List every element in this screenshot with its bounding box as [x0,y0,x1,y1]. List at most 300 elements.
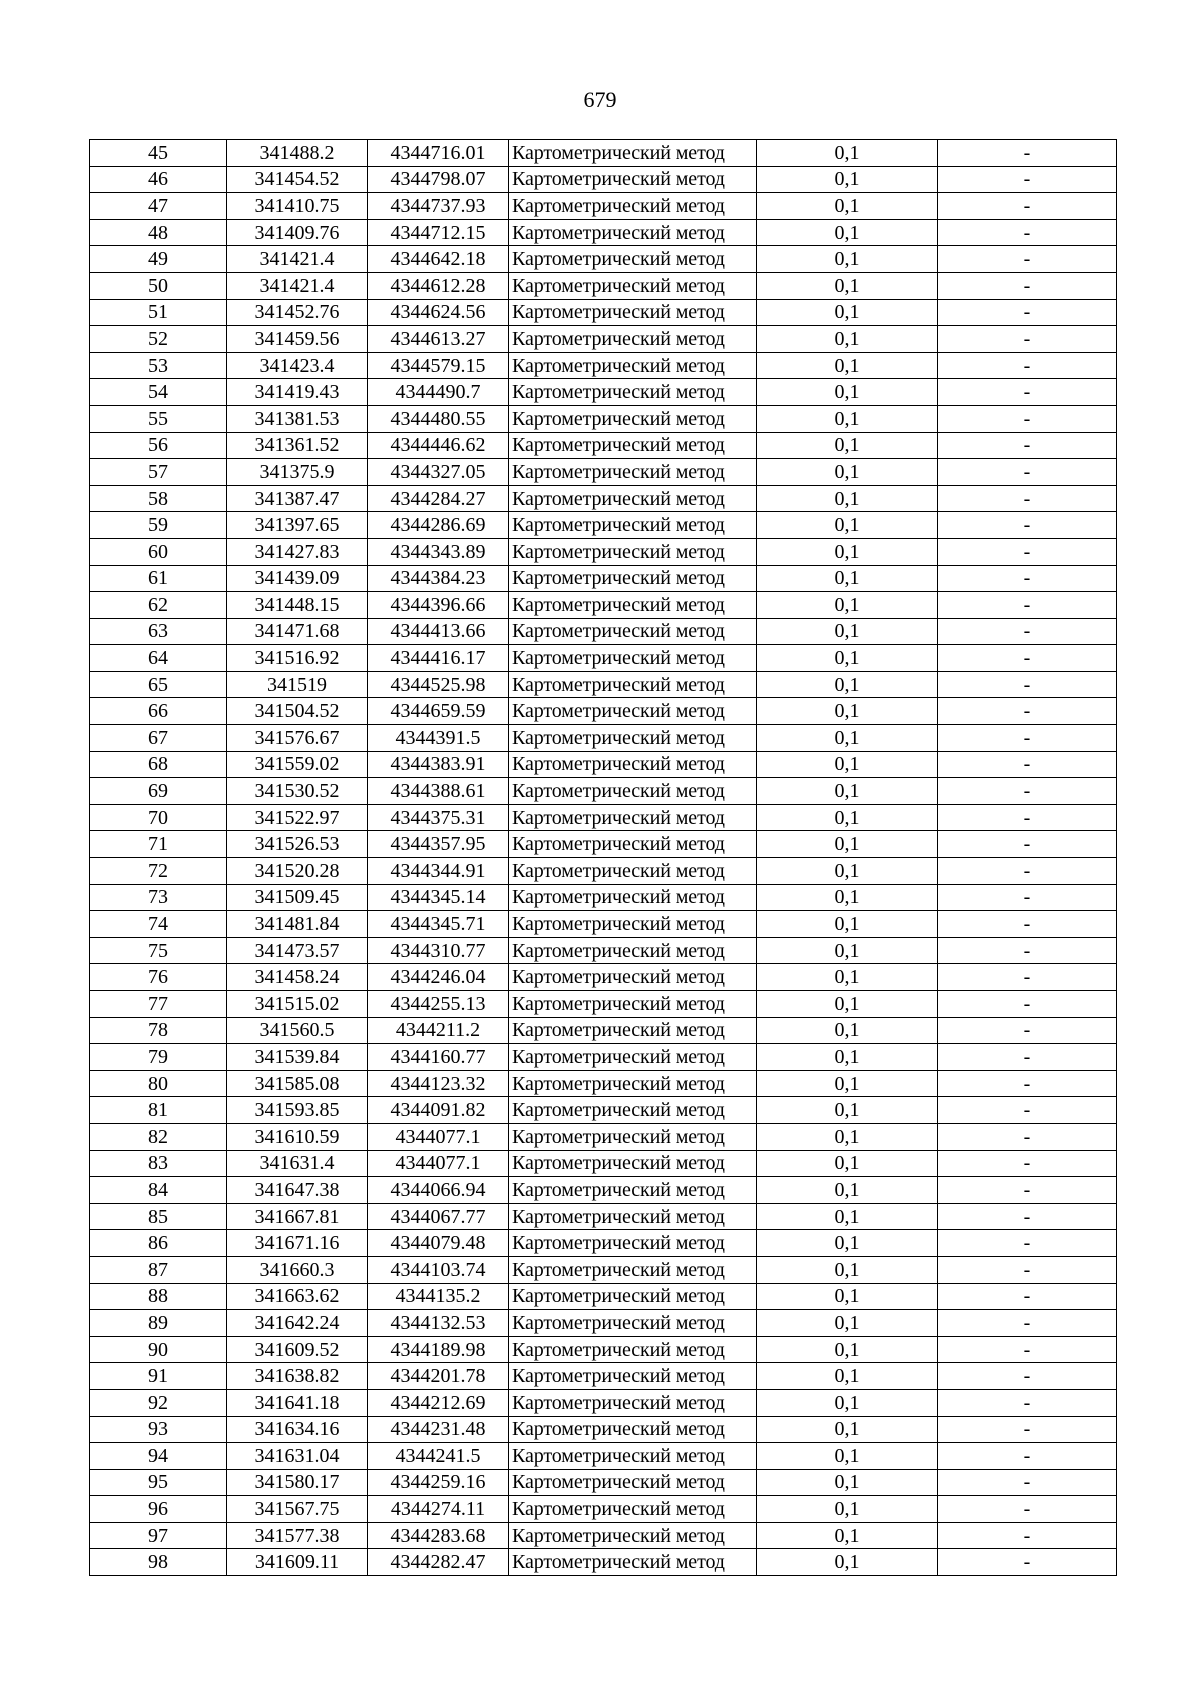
x-coordinate-cell: 341663.62 [227,1283,368,1310]
accuracy-cell: 0,1 [757,1097,938,1124]
x-coordinate-cell: 341439.09 [227,565,368,592]
method-cell: Картометрический метод [509,991,757,1018]
point-number-cell: 91 [90,1363,227,1390]
accuracy-cell: 0,1 [757,751,938,778]
point-number-cell: 89 [90,1310,227,1337]
method-cell: Картометрический метод [509,485,757,512]
point-number-cell: 66 [90,698,227,725]
x-coordinate-cell: 341641.18 [227,1389,368,1416]
description-cell: - [938,1389,1117,1416]
description-cell: - [938,1123,1117,1150]
accuracy-cell: 0,1 [757,485,938,512]
description-cell: - [938,1097,1117,1124]
y-coordinate-cell: 4344327.05 [368,459,509,486]
accuracy-cell: 0,1 [757,246,938,273]
table-row [90,804,1117,831]
point-number-cell: 90 [90,1336,227,1363]
point-number-cell: 79 [90,1044,227,1071]
x-coordinate-cell: 341667.81 [227,1203,368,1230]
accuracy-cell: 0,1 [757,326,938,353]
method-cell: Картометрический метод [509,405,757,432]
y-coordinate-cell: 4344357.95 [368,831,509,858]
point-number-cell: 75 [90,937,227,964]
y-coordinate-cell: 4344103.74 [368,1256,509,1283]
accuracy-cell: 0,1 [757,1416,938,1443]
method-cell: Картометрический метод [509,1496,757,1523]
method-cell: Картометрический метод [509,1177,757,1204]
accuracy-cell: 0,1 [757,804,938,831]
y-coordinate-cell: 4344413.66 [368,618,509,645]
accuracy-cell: 0,1 [757,1123,938,1150]
point-number-cell: 78 [90,1017,227,1044]
y-coordinate-cell: 4344212.69 [368,1389,509,1416]
y-coordinate-cell: 4344345.14 [368,884,509,911]
x-coordinate-cell: 341580.17 [227,1469,368,1496]
table-row [90,991,1117,1018]
y-coordinate-cell: 4344201.78 [368,1363,509,1390]
y-coordinate-cell: 4344344.91 [368,858,509,885]
point-number-cell: 68 [90,751,227,778]
point-number-cell: 93 [90,1416,227,1443]
y-coordinate-cell: 4344286.69 [368,512,509,539]
x-coordinate-cell: 341567.75 [227,1496,368,1523]
accuracy-cell: 0,1 [757,937,938,964]
accuracy-cell: 0,1 [757,831,938,858]
method-cell: Картометрический метод [509,512,757,539]
method-cell: Картометрический метод [509,592,757,619]
y-coordinate-cell: 4344343.89 [368,538,509,565]
table-row [90,1389,1117,1416]
description-cell: - [938,1496,1117,1523]
accuracy-cell: 0,1 [757,645,938,672]
table-row [90,565,1117,592]
x-coordinate-cell: 341631.04 [227,1443,368,1470]
point-number-cell: 65 [90,671,227,698]
point-number-cell: 86 [90,1230,227,1257]
method-cell: Картометрический метод [509,671,757,698]
table-row [90,751,1117,778]
method-cell: Картометрический метод [509,1443,757,1470]
y-coordinate-cell: 4344189.98 [368,1336,509,1363]
point-number-cell: 70 [90,804,227,831]
x-coordinate-cell: 341459.56 [227,326,368,353]
point-number-cell: 58 [90,485,227,512]
accuracy-cell: 0,1 [757,1443,938,1470]
x-coordinate-cell: 341516.92 [227,645,368,672]
table-row [90,299,1117,326]
y-coordinate-cell: 4344066.94 [368,1177,509,1204]
accuracy-cell: 0,1 [757,1256,938,1283]
description-cell: - [938,405,1117,432]
table-row [90,725,1117,752]
point-number-cell: 96 [90,1496,227,1523]
y-coordinate-cell: 4344246.04 [368,964,509,991]
accuracy-cell: 0,1 [757,671,938,698]
method-cell: Картометрический метод [509,1017,757,1044]
table-row [90,193,1117,220]
accuracy-cell: 0,1 [757,592,938,619]
accuracy-cell: 0,1 [757,432,938,459]
method-cell: Картометрический метод [509,645,757,672]
y-coordinate-cell: 4344383.91 [368,751,509,778]
method-cell: Картометрический метод [509,166,757,193]
point-number-cell: 57 [90,459,227,486]
description-cell: - [938,166,1117,193]
y-coordinate-cell: 4344259.16 [368,1469,509,1496]
page-number: 679 [583,87,617,112]
method-cell: Картометрический метод [509,193,757,220]
x-coordinate-cell: 341421.4 [227,272,368,299]
x-coordinate-cell: 341471.68 [227,618,368,645]
accuracy-cell: 0,1 [757,166,938,193]
description-cell: - [938,326,1117,353]
table-row [90,246,1117,273]
accuracy-cell: 0,1 [757,1044,938,1071]
y-coordinate-cell: 4344375.31 [368,804,509,831]
table-row [90,671,1117,698]
description-cell: - [938,1230,1117,1257]
description-cell: - [938,1203,1117,1230]
accuracy-cell: 0,1 [757,698,938,725]
description-cell: - [938,193,1117,220]
x-coordinate-cell: 341526.53 [227,831,368,858]
method-cell: Картометрический метод [509,565,757,592]
x-coordinate-cell: 341481.84 [227,911,368,938]
description-cell: - [938,538,1117,565]
table-row [90,1416,1117,1443]
accuracy-cell: 0,1 [757,1469,938,1496]
x-coordinate-cell: 341458.24 [227,964,368,991]
accuracy-cell: 0,1 [757,778,938,805]
accuracy-cell: 0,1 [757,512,938,539]
point-number-cell: 67 [90,725,227,752]
y-coordinate-cell: 4344391.5 [368,725,509,752]
x-coordinate-cell: 341671.16 [227,1230,368,1257]
x-coordinate-cell: 341520.28 [227,858,368,885]
y-coordinate-cell: 4344345.71 [368,911,509,938]
accuracy-cell: 0,1 [757,1070,938,1097]
method-cell: Картометрический метод [509,352,757,379]
description-cell: - [938,246,1117,273]
y-coordinate-cell: 4344067.77 [368,1203,509,1230]
point-number-cell: 63 [90,618,227,645]
y-coordinate-cell: 4344284.27 [368,485,509,512]
table-row [90,1150,1117,1177]
y-coordinate-cell: 4344612.28 [368,272,509,299]
y-coordinate-cell: 4344659.59 [368,698,509,725]
table-row [90,618,1117,645]
table-row [90,911,1117,938]
accuracy-cell: 0,1 [757,618,938,645]
method-cell: Картометрический метод [509,911,757,938]
accuracy-cell: 0,1 [757,1549,938,1576]
description-cell: - [938,1283,1117,1310]
point-number-cell: 87 [90,1256,227,1283]
description-cell: - [938,1150,1117,1177]
x-coordinate-cell: 341522.97 [227,804,368,831]
point-number-cell: 73 [90,884,227,911]
accuracy-cell: 0,1 [757,299,938,326]
table-row [90,1363,1117,1390]
table-row [90,937,1117,964]
point-number-cell: 54 [90,379,227,406]
description-cell: - [938,911,1117,938]
table-row [90,352,1117,379]
description-cell: - [938,698,1117,725]
description-cell: - [938,991,1117,1018]
y-coordinate-cell: 4344077.1 [368,1150,509,1177]
x-coordinate-cell: 341530.52 [227,778,368,805]
point-number-cell: 77 [90,991,227,1018]
method-cell: Картометрический метод [509,246,757,273]
y-coordinate-cell: 4344712.15 [368,219,509,246]
y-coordinate-cell: 4344231.48 [368,1416,509,1443]
description-cell: - [938,725,1117,752]
x-coordinate-cell: 341452.76 [227,299,368,326]
table-row [90,326,1117,353]
x-coordinate-cell: 341448.15 [227,592,368,619]
y-coordinate-cell: 4344490.7 [368,379,509,406]
x-coordinate-cell: 341577.38 [227,1522,368,1549]
point-number-cell: 62 [90,592,227,619]
point-number-cell: 46 [90,166,227,193]
method-cell: Картометрический метод [509,831,757,858]
method-cell: Картометрический метод [509,1389,757,1416]
table-row [90,1256,1117,1283]
description-cell: - [938,565,1117,592]
table-row [90,140,1117,167]
accuracy-cell: 0,1 [757,1336,938,1363]
table-row [90,459,1117,486]
method-cell: Картометрический метод [509,1256,757,1283]
accuracy-cell: 0,1 [757,911,938,938]
method-cell: Картометрический метод [509,140,757,167]
point-number-cell: 92 [90,1389,227,1416]
table-row [90,858,1117,885]
y-coordinate-cell: 4344737.93 [368,193,509,220]
method-cell: Картометрический метод [509,725,757,752]
table-row [90,831,1117,858]
table-row [90,432,1117,459]
point-number-cell: 74 [90,911,227,938]
table-row [90,1097,1117,1124]
y-coordinate-cell: 4344310.77 [368,937,509,964]
description-cell: - [938,1443,1117,1470]
description-cell: - [938,592,1117,619]
y-coordinate-cell: 4344077.1 [368,1123,509,1150]
point-number-cell: 61 [90,565,227,592]
x-coordinate-cell: 341410.75 [227,193,368,220]
accuracy-cell: 0,1 [757,1363,938,1390]
y-coordinate-cell: 4344283.68 [368,1522,509,1549]
accuracy-cell: 0,1 [757,1522,938,1549]
table-row [90,1230,1117,1257]
accuracy-cell: 0,1 [757,352,938,379]
method-cell: Картометрический метод [509,326,757,353]
x-coordinate-cell: 341397.65 [227,512,368,539]
description-cell: - [938,1336,1117,1363]
table-row [90,166,1117,193]
accuracy-cell: 0,1 [757,140,938,167]
y-coordinate-cell: 4344416.17 [368,645,509,672]
description-cell: - [938,1070,1117,1097]
method-cell: Картометрический метод [509,432,757,459]
point-number-cell: 50 [90,272,227,299]
point-number-cell: 82 [90,1123,227,1150]
y-coordinate-cell: 4344446.62 [368,432,509,459]
description-cell: - [938,432,1117,459]
description-cell: - [938,219,1117,246]
description-cell: - [938,1363,1117,1390]
accuracy-cell: 0,1 [757,565,938,592]
description-cell: - [938,858,1117,885]
point-number-cell: 51 [90,299,227,326]
table-row [90,405,1117,432]
point-number-cell: 71 [90,831,227,858]
x-coordinate-cell: 341509.45 [227,884,368,911]
table-row [90,1177,1117,1204]
method-cell: Картометрический метод [509,1549,757,1576]
y-coordinate-cell: 4344798.07 [368,166,509,193]
method-cell: Картометрический метод [509,1044,757,1071]
point-number-cell: 55 [90,405,227,432]
table-row [90,1070,1117,1097]
coordinates-table [89,139,1117,1576]
y-coordinate-cell: 4344480.55 [368,405,509,432]
x-coordinate-cell: 341585.08 [227,1070,368,1097]
description-cell: - [938,352,1117,379]
table-row [90,512,1117,539]
description-cell: - [938,485,1117,512]
x-coordinate-cell: 341576.67 [227,725,368,752]
y-coordinate-cell: 4344642.18 [368,246,509,273]
method-cell: Картометрический метод [509,1097,757,1124]
description-cell: - [938,512,1117,539]
y-coordinate-cell: 4344525.98 [368,671,509,698]
point-number-cell: 76 [90,964,227,991]
accuracy-cell: 0,1 [757,272,938,299]
method-cell: Картометрический метод [509,1203,757,1230]
description-cell: - [938,618,1117,645]
table-row [90,1123,1117,1150]
point-number-cell: 84 [90,1177,227,1204]
accuracy-cell: 0,1 [757,1177,938,1204]
x-coordinate-cell: 341609.52 [227,1336,368,1363]
x-coordinate-cell: 341381.53 [227,405,368,432]
x-coordinate-cell: 341488.2 [227,140,368,167]
method-cell: Картометрический метод [509,804,757,831]
description-cell: - [938,1522,1117,1549]
y-coordinate-cell: 4344211.2 [368,1017,509,1044]
accuracy-cell: 0,1 [757,538,938,565]
accuracy-cell: 0,1 [757,1017,938,1044]
table-row [90,1496,1117,1523]
accuracy-cell: 0,1 [757,405,938,432]
x-coordinate-cell: 341647.38 [227,1177,368,1204]
description-cell: - [938,459,1117,486]
x-coordinate-cell: 341631.4 [227,1150,368,1177]
table-row [90,1044,1117,1071]
point-number-cell: 85 [90,1203,227,1230]
accuracy-cell: 0,1 [757,884,938,911]
x-coordinate-cell: 341610.59 [227,1123,368,1150]
x-coordinate-cell: 341361.52 [227,432,368,459]
y-coordinate-cell: 4344613.27 [368,326,509,353]
method-cell: Картометрический метод [509,778,757,805]
y-coordinate-cell: 4344132.53 [368,1310,509,1337]
y-coordinate-cell: 4344135.2 [368,1283,509,1310]
method-cell: Картометрический метод [509,379,757,406]
coordinates-table-body [90,140,1117,1576]
method-cell: Картометрический метод [509,751,757,778]
table-row [90,884,1117,911]
x-coordinate-cell: 341560.5 [227,1017,368,1044]
accuracy-cell: 0,1 [757,991,938,1018]
table-row [90,645,1117,672]
point-number-cell: 53 [90,352,227,379]
table-row [90,1203,1117,1230]
table-row [90,1549,1117,1576]
description-cell: - [938,1416,1117,1443]
description-cell: - [938,1310,1117,1337]
x-coordinate-cell: 341660.3 [227,1256,368,1283]
description-cell: - [938,778,1117,805]
point-number-cell: 56 [90,432,227,459]
method-cell: Картометрический метод [509,1230,757,1257]
description-cell: - [938,299,1117,326]
accuracy-cell: 0,1 [757,1230,938,1257]
method-cell: Картометрический метод [509,1363,757,1390]
accuracy-cell: 0,1 [757,1310,938,1337]
x-coordinate-cell: 341638.82 [227,1363,368,1390]
method-cell: Картометрический метод [509,1283,757,1310]
method-cell: Картометрический метод [509,1310,757,1337]
y-coordinate-cell: 4344716.01 [368,140,509,167]
method-cell: Картометрический метод [509,1123,757,1150]
point-number-cell: 60 [90,538,227,565]
description-cell: - [938,1177,1117,1204]
accuracy-cell: 0,1 [757,219,938,246]
point-number-cell: 97 [90,1522,227,1549]
description-cell: - [938,140,1117,167]
accuracy-cell: 0,1 [757,1203,938,1230]
description-cell: - [938,1044,1117,1071]
table-row [90,964,1117,991]
point-number-cell: 72 [90,858,227,885]
table-row [90,698,1117,725]
x-coordinate-cell: 341642.24 [227,1310,368,1337]
y-coordinate-cell: 4344384.23 [368,565,509,592]
table-row [90,778,1117,805]
table-row [90,1310,1117,1337]
x-coordinate-cell: 341421.4 [227,246,368,273]
method-cell: Картометрический метод [509,937,757,964]
point-number-cell: 88 [90,1283,227,1310]
x-coordinate-cell: 341515.02 [227,991,368,1018]
x-coordinate-cell: 341519 [227,671,368,698]
point-number-cell: 81 [90,1097,227,1124]
x-coordinate-cell: 341409.76 [227,219,368,246]
method-cell: Картометрический метод [509,1070,757,1097]
x-coordinate-cell: 341504.52 [227,698,368,725]
accuracy-cell: 0,1 [757,964,938,991]
method-cell: Картометрический метод [509,219,757,246]
table-row [90,592,1117,619]
point-number-cell: 98 [90,1549,227,1576]
description-cell: - [938,272,1117,299]
point-number-cell: 47 [90,193,227,220]
x-coordinate-cell: 341454.52 [227,166,368,193]
